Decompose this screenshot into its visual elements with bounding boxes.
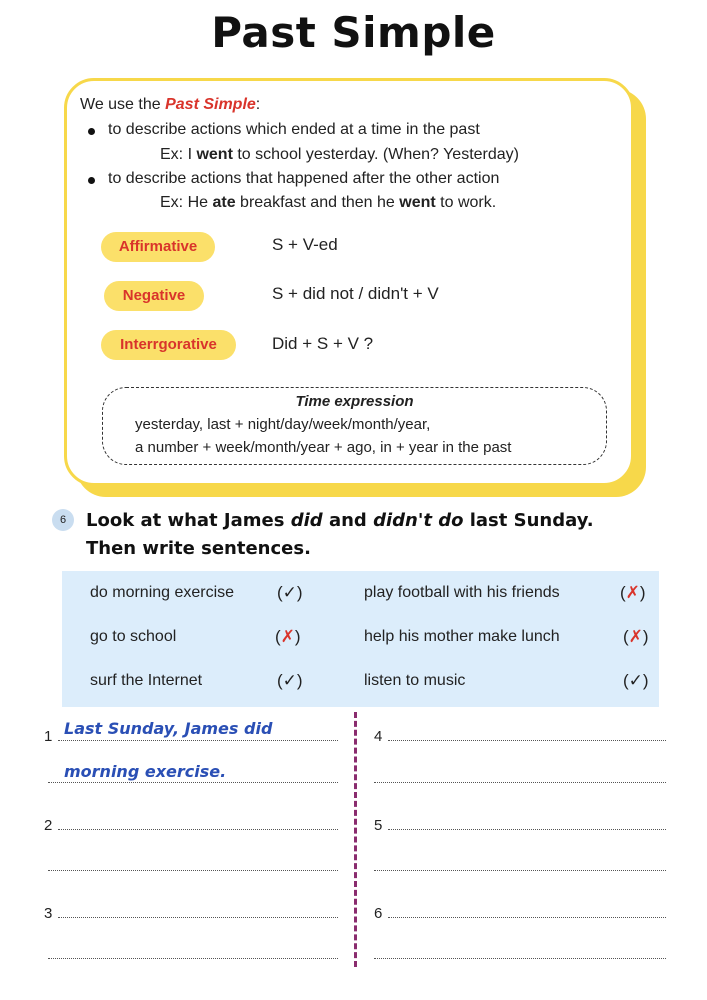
answer-line[interactable] — [48, 782, 338, 783]
answer-number: 5 — [374, 817, 383, 834]
answer-line[interactable] — [374, 958, 666, 959]
activity-item: play football with his friends — [364, 584, 560, 601]
rule-example: Ex: I went to school yesterday. (When? Yesterday) — [160, 146, 519, 163]
answer-line[interactable] — [388, 829, 666, 830]
answer-number: 3 — [44, 905, 53, 922]
affirmative-formula: S + V-ed — [272, 235, 338, 254]
check-mark-icon: (✓) — [623, 671, 649, 690]
column-divider — [354, 712, 357, 967]
negative-pill: Negative — [104, 281, 204, 311]
activity-item: go to school — [90, 628, 177, 645]
answer-line[interactable] — [388, 740, 666, 741]
interrogative-formula: Did + S + V ? — [272, 334, 374, 353]
time-expression-heading: Time expression — [295, 393, 414, 410]
answer-handwriting: Last Sunday, James did — [64, 719, 273, 738]
check-mark-icon: (✓) — [277, 671, 303, 690]
interrogative-pill: Interrgorative — [101, 330, 236, 360]
time-expression-line: a number + week/month/year + ago, in + year in the past — [135, 439, 512, 456]
rule-example: Ex: He ate breakfast and then he went to work. — [160, 194, 497, 211]
check-mark-icon: (✓) — [277, 583, 303, 602]
cross-mark-icon: (✗) — [623, 627, 649, 646]
affirmative-pill: Affirmative — [101, 232, 215, 262]
answer-line[interactable] — [48, 958, 338, 959]
exercise-instruction: Look at what James did and didn't do last Sunday. — [86, 510, 594, 531]
activity-item: help his mother make lunch — [364, 628, 560, 645]
answer-line[interactable] — [48, 870, 338, 871]
answer-line[interactable] — [58, 917, 338, 918]
answer-number: 2 — [44, 817, 53, 834]
activity-item: do morning exercise — [90, 584, 235, 601]
exercise-number: 6 — [52, 509, 74, 531]
answer-line[interactable] — [374, 782, 666, 783]
answer-line[interactable] — [388, 917, 666, 918]
answer-number: 6 — [374, 905, 383, 922]
activity-item: listen to music — [364, 672, 466, 689]
negative-formula: S + did not / didn't + V — [272, 284, 439, 303]
answer-number: 4 — [374, 728, 383, 745]
page-title: Past Simple — [211, 8, 496, 57]
activity-item: surf the Internet — [90, 672, 203, 689]
time-expression-line: yesterday, last + night/day/week/month/year, — [135, 416, 431, 433]
cross-mark-icon: (✗) — [620, 583, 646, 602]
rule-bullet: to describe actions which ended at a time in the past — [89, 121, 461, 139]
answer-handwriting: morning exercise. — [64, 762, 227, 781]
intro-text: We use the Past Simple: — [80, 96, 261, 113]
answer-line[interactable] — [58, 829, 338, 830]
cross-mark-icon: (✗) — [275, 627, 301, 646]
rule-bullet: to describe actions that happened after the other action — [89, 170, 480, 188]
answer-line[interactable] — [58, 740, 338, 741]
exercise-instruction-line2: Then write sentences. — [86, 538, 311, 559]
answer-line[interactable] — [374, 870, 666, 871]
answer-number: 1 — [44, 728, 53, 745]
time-expression-box — [102, 387, 607, 465]
